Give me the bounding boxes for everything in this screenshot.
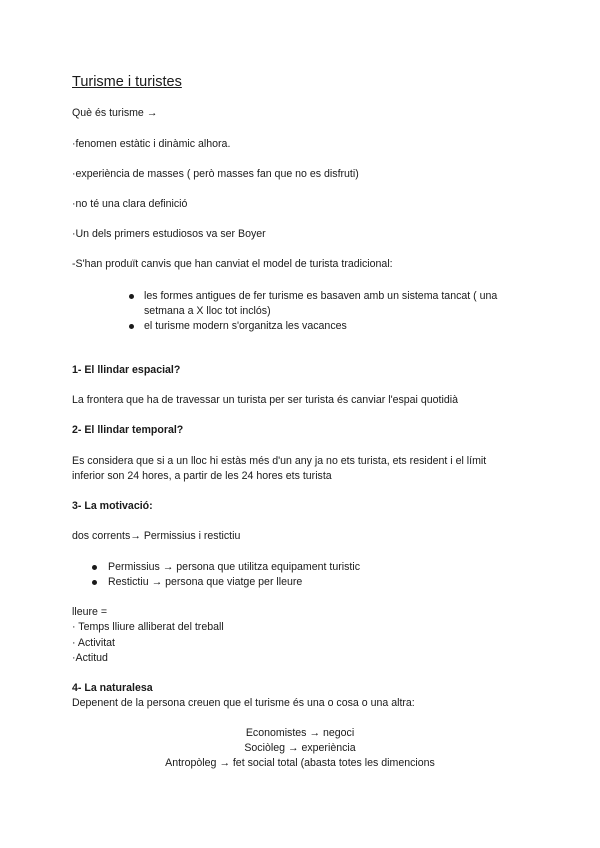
list-item — [144, 319, 497, 334]
leisure-item: · Temps lliure alliberat del treball — [72, 621, 224, 633]
section-text: La frontera que ha de travessar un turista per ser turista és canviar l'espai quotidià — [72, 394, 458, 406]
leisure-item: · Activitat — [72, 637, 115, 649]
bullet-icon — [129, 324, 134, 329]
intro-point: -S'han produït canvis que han canviat el model de turista tradicional: — [72, 258, 393, 270]
intro-point: ·no té una clara definició — [72, 198, 188, 210]
list-item — [144, 289, 497, 319]
bullet-icon — [92, 565, 97, 570]
list-item — [108, 560, 360, 575]
intro-bullet-list — [144, 289, 497, 333]
section-heading: 4- La naturalesa — [72, 682, 153, 694]
list-item — [108, 575, 360, 590]
intro-point: ·experiència de masses ( però masses fan que no es disfruti) — [72, 168, 359, 180]
centered-line: Antropòleg → fet social total (abasta totes les dimencions — [165, 757, 435, 769]
leisure-item: ·Actitud — [72, 652, 108, 664]
centered-line: Sociòleg → experiència — [244, 742, 356, 754]
section-text: Depenent de la persona creuen que el turisme és una o cosa o una altra: — [72, 697, 415, 709]
intro-question: Què és turisme → — [72, 107, 158, 119]
section-text: inferior son 24 hores, a partir de les 24 hores ets turista — [72, 470, 332, 482]
bullet-icon — [129, 294, 134, 299]
motivation-bullet-list — [108, 560, 360, 590]
intro-point: ·fenomen estàtic i dinàmic alhora. — [72, 138, 231, 150]
section-text: dos corrents→ Permissius i restictiu — [72, 530, 241, 542]
bullet-text: setmana a X lloc tot inclós) — [144, 304, 271, 317]
bullet-text: Permissius → persona que utilitza equipament turistic — [108, 561, 361, 573]
section-heading: 3- La motivació: — [72, 500, 153, 512]
page-title: Turisme i turistes — [72, 74, 182, 90]
centered-line: Economistes → negoci — [245, 727, 355, 739]
bullet-text: el turisme modern s'organitza les vacances — [144, 319, 347, 332]
bullet-text: les formes antigues de fer turisme es basaven amb un sistema tancat ( una — [144, 290, 498, 302]
bullet-text: Restictiu → persona que viatge per lleure — [108, 575, 303, 588]
section-text: Es considera que si a un lloc hi estàs més d'un any ja no ets turista, ets resident i el límit — [72, 455, 487, 467]
section-heading: 2- El llindar temporal? — [72, 424, 184, 436]
leisure-label: lleure = — [72, 606, 108, 618]
section-heading: 1- El llindar espacial? — [72, 364, 181, 376]
intro-point: ·Un dels primers estudiosos va ser Boyer — [72, 228, 266, 240]
bullet-icon — [92, 580, 97, 585]
